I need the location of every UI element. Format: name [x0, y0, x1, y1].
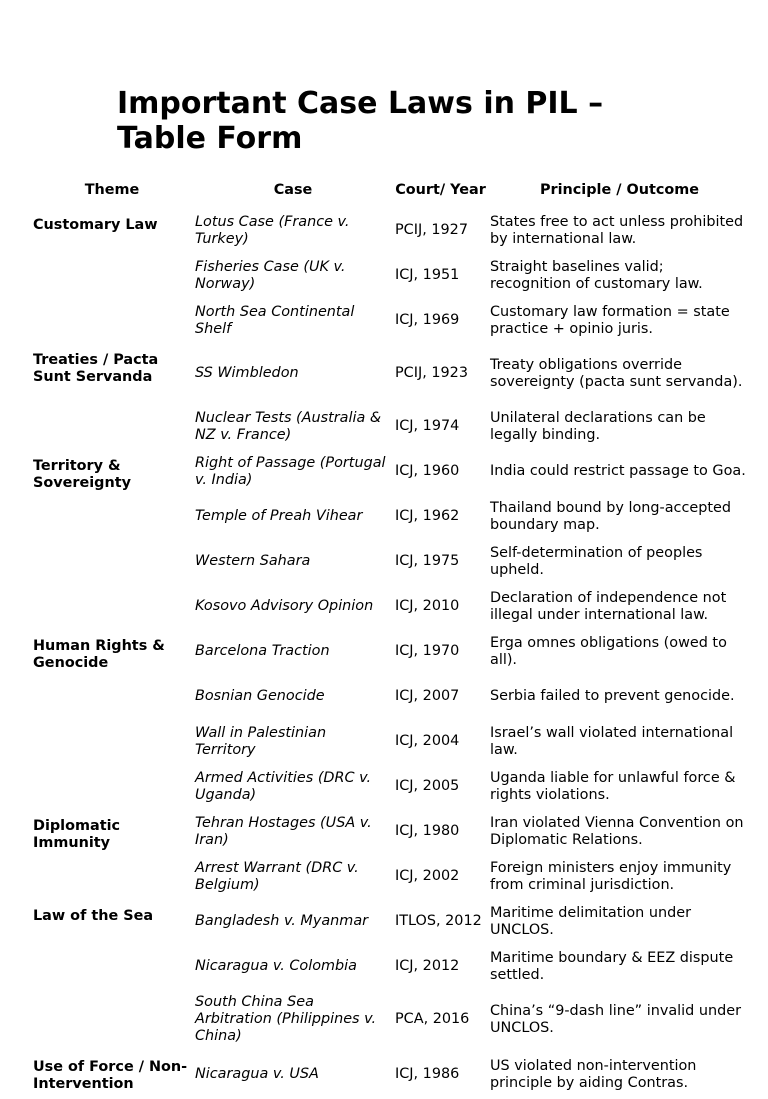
cell-principle: Declaration of independence not illegal under international law.: [490, 589, 727, 623]
cell-court-year: PCA, 2016: [395, 1011, 470, 1027]
cell-theme: [31, 854, 193, 899]
table-row: [31, 809, 751, 854]
cell-case: Fisheries Case (UK v. Norway): [195, 258, 346, 292]
cell-court-year: ITLOS, 2012: [395, 913, 482, 929]
table-row: [31, 298, 751, 343]
table-row: [31, 629, 751, 674]
cell-theme: Law of the Sea: [33, 908, 154, 924]
table-row: [31, 208, 751, 253]
cell-principle: Straight baselines valid; recognition of customary law.: [490, 258, 703, 292]
cell-principle: Serbia failed to prevent genocide.: [490, 688, 735, 704]
cell-theme: [31, 989, 193, 1050]
table-row: [31, 253, 751, 298]
cell-case: Right of Passage (Portugal v. India): [195, 454, 386, 488]
cell-case: Kosovo Advisory Opinion: [195, 598, 374, 614]
cell-case: Western Sahara: [195, 553, 311, 569]
table-row: [31, 494, 751, 539]
cell-theme: Diplomatic Immunity: [33, 818, 121, 851]
header-principle: Principle / Outcome: [539, 181, 700, 198]
cell-court-year: ICJ, 1951: [395, 267, 460, 283]
cell-court-year: PCIJ, 1927: [395, 222, 468, 238]
cell-theme: [31, 719, 193, 764]
table-row: [31, 764, 751, 809]
page-title: Important Case Laws in PIL – Table Form: [117, 86, 604, 156]
cell-court-year: ICJ, 1969: [395, 312, 460, 328]
table-body: [31, 208, 751, 1099]
cell-principle: Erga omnes obligations (owed to all).: [490, 634, 727, 668]
table-row: [31, 343, 751, 404]
cell-case: Wall in Palestinian Territory: [195, 724, 327, 758]
cell-principle: Customary law formation = state practice + opinio juris.: [490, 303, 730, 337]
cell-principle: Uganda liable for unlawful force & rights violations.: [490, 769, 736, 803]
cell-principle: Treaty obligations override sovereignty (pacta sunt servanda).: [490, 356, 743, 390]
table-row: [31, 449, 751, 494]
table-row: [31, 944, 751, 989]
cell-court-year: ICJ, 1980: [395, 823, 460, 839]
cell-theme: [31, 764, 193, 809]
table-row: [31, 404, 751, 449]
cell-theme: [31, 674, 193, 719]
cell-case: Bosnian Genocide: [195, 688, 325, 704]
cell-court-year: ICJ, 1975: [395, 553, 460, 569]
cell-court-year: ICJ, 1974: [395, 418, 460, 434]
table-row: [31, 989, 751, 1050]
cell-principle: Unilateral declarations can be legally binding.: [490, 409, 706, 443]
cell-court-year: ICJ, 2005: [395, 778, 460, 794]
cell-court-year: ICJ, 1986: [395, 1066, 460, 1082]
table-row: [31, 854, 751, 899]
header-court-year: Court/ Year: [395, 181, 486, 198]
cell-case: North Sea Continental Shelf: [195, 303, 355, 337]
header-row: [31, 172, 751, 208]
case-law-table: [31, 172, 751, 1099]
cell-case: Barcelona Traction: [195, 643, 330, 659]
cell-case: Temple of Preah Vihear: [195, 508, 363, 524]
cell-theme: Human Rights & Genocide: [33, 638, 165, 671]
cell-theme: [31, 298, 193, 343]
cell-court-year: ICJ, 2002: [395, 868, 460, 884]
cell-court-year: ICJ, 2012: [395, 958, 460, 974]
cell-principle: Thailand bound by long-accepted boundary map.: [490, 499, 732, 533]
table-row: [31, 1050, 751, 1099]
cell-principle: States free to act unless prohibited by international law.: [490, 213, 744, 247]
cell-theme: [31, 404, 193, 449]
cell-court-year: ICJ, 1962: [395, 508, 460, 524]
cell-principle: China’s “9-dash line” invalid under UNCLOS.: [490, 1002, 742, 1036]
cell-principle: US violated non-intervention principle by aiding Contras.: [490, 1057, 697, 1091]
cell-case: Nuclear Tests (Australia & NZ v. France): [195, 409, 382, 443]
cell-theme: Treaties / Pacta Sunt Servanda: [33, 352, 159, 385]
table-row: [31, 674, 751, 719]
cell-theme: [31, 494, 193, 539]
cell-principle: Israel’s wall violated international law.: [490, 724, 734, 758]
cell-case: Nicaragua v. Colombia: [195, 958, 357, 974]
cell-case: Armed Activities (DRC v. Uganda): [195, 769, 372, 803]
cell-principle: Maritime delimitation under UNCLOS.: [490, 904, 691, 938]
cell-principle: Self-determination of peoples upheld.: [490, 544, 703, 578]
cell-court-year: ICJ, 1970: [395, 643, 460, 659]
cell-case: Nicaragua v. USA: [195, 1066, 319, 1082]
cell-court-year: PCIJ, 1923: [395, 365, 468, 381]
cell-theme: Use of Force / Non-Intervention: [33, 1059, 188, 1092]
table-header: [31, 172, 751, 208]
cell-case: South China Sea Arbitration (Philippines v. China): [195, 994, 377, 1044]
cell-court-year: ICJ, 2004: [395, 733, 460, 749]
header-case: Case: [273, 181, 313, 198]
cell-theme: Territory & Sovereignty: [33, 458, 131, 491]
cell-principle: Iran violated Vienna Convention on Diplomatic Relations.: [490, 814, 744, 848]
cell-court-year: ICJ, 1960: [395, 463, 460, 479]
cell-case: Bangladesh v. Myanmar: [195, 913, 369, 929]
cell-court-year: ICJ, 2007: [395, 688, 460, 704]
cell-principle: Maritime boundary & EEZ dispute settled.: [490, 949, 734, 983]
cell-case: SS Wimbledon: [195, 365, 299, 381]
cell-principle: Foreign ministers enjoy immunity from criminal jurisdiction.: [490, 859, 732, 893]
cell-court-year: ICJ, 2010: [395, 598, 460, 614]
cell-theme: [31, 584, 193, 629]
cell-theme: Customary Law: [33, 217, 158, 233]
header-theme: Theme: [84, 181, 140, 198]
cell-case: Lotus Case (France v. Turkey): [195, 213, 350, 247]
cell-principle: India could restrict passage to Goa.: [490, 463, 746, 479]
cell-case: Tehran Hostages (USA v. Iran): [195, 814, 372, 848]
cell-theme: [31, 944, 193, 989]
cell-theme: [31, 253, 193, 298]
table-row: [31, 539, 751, 584]
table-row: [31, 899, 751, 944]
cell-theme: [31, 539, 193, 584]
table-row: [31, 584, 751, 629]
cell-case: Arrest Warrant (DRC v. Belgium): [195, 859, 359, 893]
table-row: [31, 719, 751, 764]
